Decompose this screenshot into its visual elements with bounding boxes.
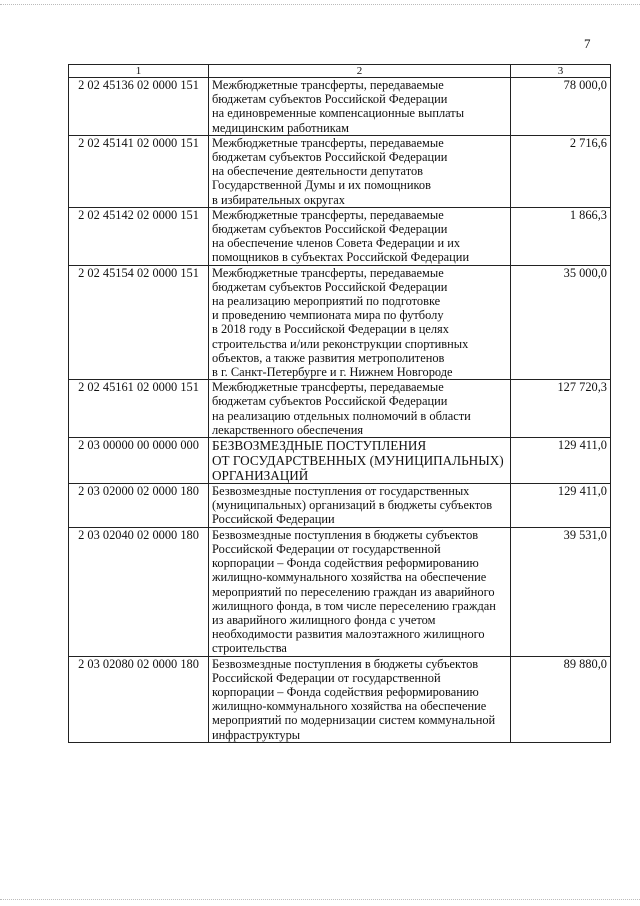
description-cell: БЕЗВОЗМЕЗДНЫЕ ПОСТУПЛЕНИЯ ОТ ГОСУДАРСТВЕННЫХ (МУНИЦИПАЛЬНЫХ) ОРГАНИЗАЦИЙ (209, 438, 511, 484)
budget-code-cell: 2 02 45136 02 0000 151 (69, 78, 209, 136)
table-row (69, 265, 611, 380)
description-cell: Межбюджетные трансферты, передаваемые бюджетам субъектов Российской Федерации на обеспечение деятельности депутатов Государственной Думы и их помощников в избирательных округах (209, 135, 511, 207)
scan-top-edge (0, 0, 640, 5)
table-row (69, 527, 611, 656)
column-header-description: 2 (209, 65, 511, 78)
description-cell: Межбюджетные трансферты, передаваемые бюджетам субъектов Российской Федерации на обеспечение членов Совета Федерации и их помощников в субъектах Российской Федерации (209, 207, 511, 265)
amount-cell: 129 411,0 (511, 484, 611, 528)
amount-cell: 39 531,0 (511, 527, 611, 656)
description-cell: Межбюджетные трансферты, передаваемые бюджетам субъектов Российской Федерации на единовременные компенсационные выплаты медицинским работникам (209, 78, 511, 136)
column-header-amount: 3 (511, 65, 611, 78)
budget-revenue-table (68, 64, 611, 743)
amount-cell: 127 720,3 (511, 380, 611, 438)
budget-code-cell: 2 02 45142 02 0000 151 (69, 207, 209, 265)
description-cell: Межбюджетные трансферты, передаваемые бюджетам субъектов Российской Федерации на реализацию отдельных полномочий в области лекарственного обеспечения (209, 380, 511, 438)
amount-cell: 35 000,0 (511, 265, 611, 380)
budget-code-cell: 2 03 02040 02 0000 180 (69, 527, 209, 656)
amount-cell: 129 411,0 (511, 438, 611, 484)
table-row (69, 207, 611, 265)
page-number: 7 (584, 36, 591, 51)
table-row (69, 656, 611, 742)
budget-code-cell: 2 03 02080 02 0000 180 (69, 656, 209, 742)
budget-code-cell: 2 02 45141 02 0000 151 (69, 135, 209, 207)
amount-cell: 2 716,6 (511, 135, 611, 207)
table-body (69, 78, 611, 743)
table-row (69, 78, 611, 136)
budget-code-cell: 2 03 02000 02 0000 180 (69, 484, 209, 528)
table-row (69, 484, 611, 528)
description-cell: Безвозмездные поступления в бюджеты субъектов Российской Федерации от государственной корпорации – Фонда содействия реформированию жилищно-коммунального хозяйства на обеспечение мероприятий по переселению граждан из аварийного жилищного фонда, в том числе переселению граждан из аварийного жилищного фонда с учетом необходимости развития малоэтажного жилищного строительства (209, 527, 511, 656)
description-cell: Межбюджетные трансферты, передаваемые бюджетам субъектов Российской Федерации на реализацию мероприятий по подготовке и проведению чемпионата мира по футболу в 2018 году в Российской Федерации в целях строительства и/или реконструкции спортивных объектов, а также развития метрополитенов в г. Санкт-Петербурге и г. Нижнем Новгороде (209, 265, 511, 380)
amount-cell: 89 880,0 (511, 656, 611, 742)
column-header-code: 1 (69, 65, 209, 78)
description-cell: Безвозмездные поступления в бюджеты субъектов Российской Федерации от государственной корпорации – Фонда содействия реформированию жилищно-коммунального хозяйства на обеспечение мероприятий по модернизации систем коммунальной инфраструктуры (209, 656, 511, 742)
table-row (69, 135, 611, 207)
table-header-row (69, 65, 611, 78)
budget-code-cell: 2 02 45161 02 0000 151 (69, 380, 209, 438)
budget-code-cell: 2 03 00000 00 0000 000 (69, 438, 209, 484)
table-row (69, 438, 611, 484)
table-row (69, 380, 611, 438)
amount-cell: 78 000,0 (511, 78, 611, 136)
budget-code-cell: 2 02 45154 02 0000 151 (69, 265, 209, 380)
description-cell: Безвозмездные поступления от государственных (муниципальных) организаций в бюджеты субъектов Российской Федерации (209, 484, 511, 528)
amount-cell: 1 866,3 (511, 207, 611, 265)
